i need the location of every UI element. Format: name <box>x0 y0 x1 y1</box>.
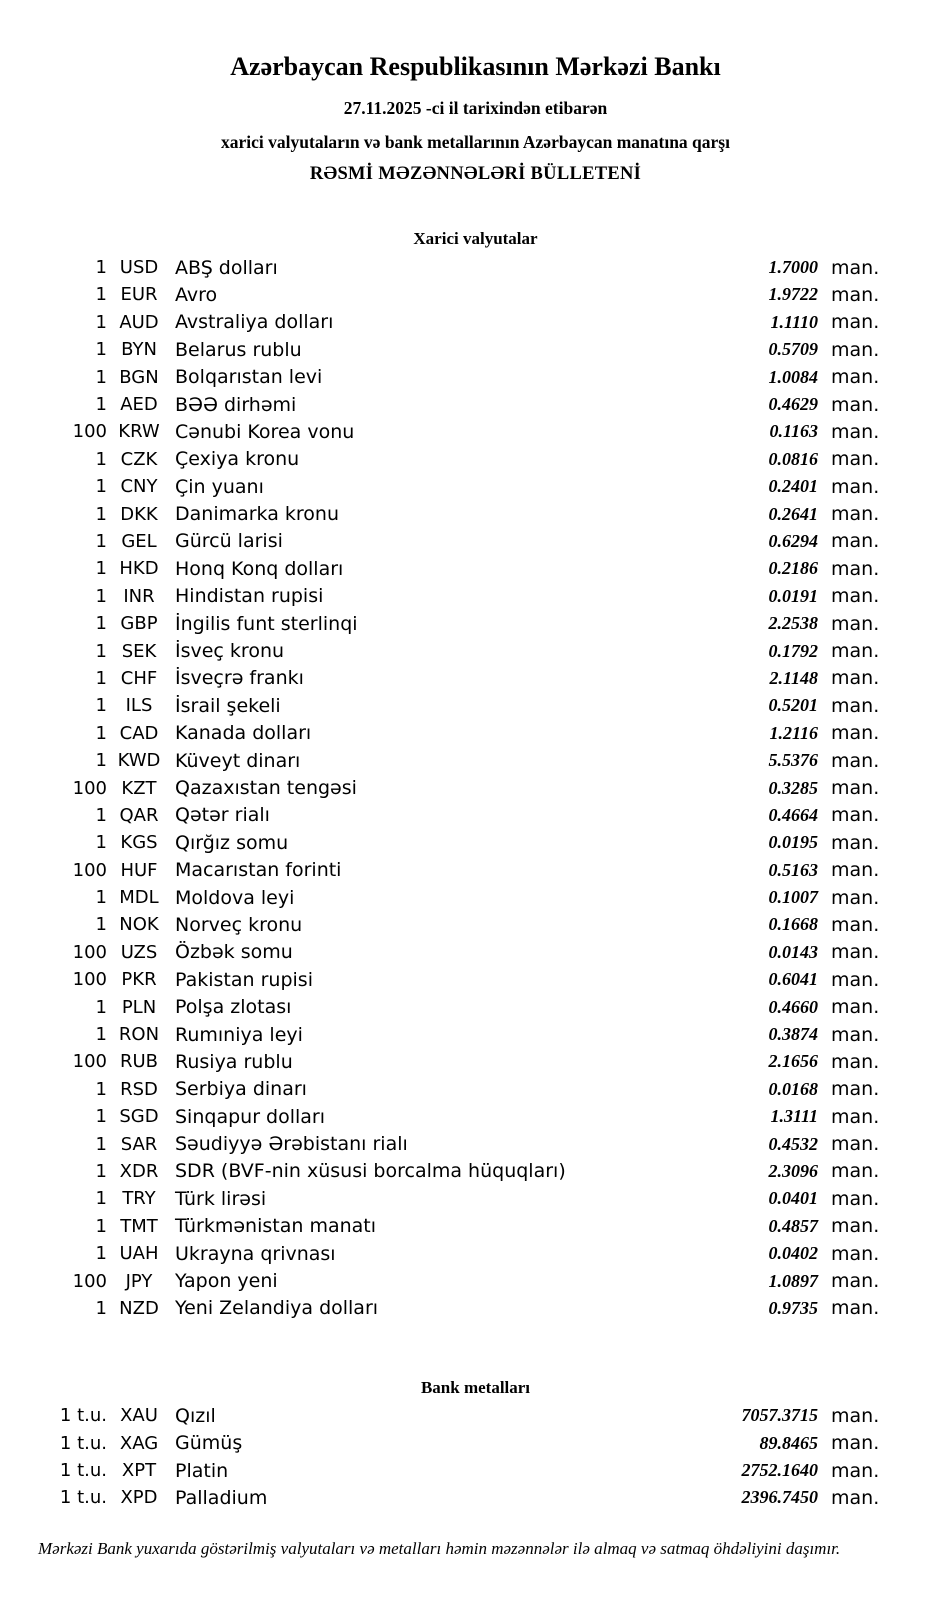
currency-code-cell: UZS <box>120 941 158 963</box>
rate-value-cell: 0.0401 <box>768 1188 818 1209</box>
unit-suffix-cell: man. <box>831 640 880 663</box>
currency-code-cell: CZK <box>120 448 158 470</box>
currency-name-cell: Serbiya dinarı <box>175 1078 307 1101</box>
quantity-cell: 1 <box>95 1297 107 1319</box>
unit-suffix-cell: man. <box>831 941 880 964</box>
quantity-cell: 1 t.u. <box>59 1432 107 1454</box>
unit-suffix-cell: man. <box>831 749 880 772</box>
currency-code-cell: XAU <box>120 1405 158 1427</box>
quantity-cell: 1 <box>95 284 107 306</box>
unit-suffix-cell: man. <box>831 256 880 279</box>
quantity-cell: 1 <box>95 750 107 772</box>
quantity-cell: 1 <box>95 1243 107 1265</box>
rate-row <box>0 1457 880 1484</box>
currency-code-cell: GBP <box>120 613 158 635</box>
rate-row <box>0 583 880 610</box>
rate-row <box>0 1130 880 1157</box>
unit-suffix-cell: man. <box>831 448 880 471</box>
quantity-cell: 1 <box>95 887 107 909</box>
rate-value-cell: 0.3285 <box>768 777 818 798</box>
currency-code-cell: PKR <box>121 969 157 991</box>
unit-suffix-cell: man. <box>831 1023 880 1046</box>
currency-code-cell: AUD <box>119 311 159 333</box>
quantity-cell: 1 <box>95 503 107 525</box>
quantity-cell: 100 <box>72 941 107 963</box>
unit-suffix-cell: man. <box>831 612 880 635</box>
rate-row <box>0 500 880 527</box>
rate-value-cell: 5.5376 <box>768 750 818 771</box>
currency-code-cell: SEK <box>121 640 157 662</box>
currency-code-cell: RON <box>118 1024 160 1046</box>
rate-row <box>0 829 880 856</box>
currency-name-cell: İsveçrə frankı <box>175 667 304 690</box>
rate-value-cell: 0.1668 <box>768 914 818 935</box>
quantity-cell: 100 <box>72 1051 107 1073</box>
currency-name-cell: Türk lirəsi <box>175 1187 267 1210</box>
currency-name-cell: Avro <box>175 283 218 306</box>
currency-name-cell: Platin <box>175 1459 229 1482</box>
rate-row <box>0 473 880 500</box>
rate-row <box>0 336 880 363</box>
quantity-cell: 1 <box>95 695 107 717</box>
rate-row <box>0 1402 880 1429</box>
quantity-cell: 1 <box>95 394 107 416</box>
currency-code-cell: UAH <box>119 1243 159 1265</box>
currency-code-cell: EUR <box>120 284 158 306</box>
quantity-cell: 1 <box>95 257 107 279</box>
quantity-cell: 1 <box>95 1160 107 1182</box>
rate-value-cell: 0.1007 <box>768 887 818 908</box>
rate-value-cell: 0.4664 <box>768 804 818 825</box>
rate-value-cell: 1.0897 <box>768 1270 818 1291</box>
currency-code-cell: PLN <box>121 996 157 1018</box>
unit-suffix-cell: man. <box>831 1297 880 1320</box>
quantity-cell: 1 t.u. <box>59 1487 107 1509</box>
rate-value-cell: 0.0402 <box>768 1243 818 1264</box>
quantity-cell: 1 <box>95 996 107 1018</box>
unit-suffix-cell: man. <box>831 1215 880 1238</box>
rate-value-cell: 2396.7450 <box>741 1487 818 1508</box>
currency-code-cell: TMT <box>120 1215 158 1237</box>
rate-row <box>0 856 880 883</box>
metals-rates-table <box>0 1402 951 1512</box>
rate-value-cell: 0.1163 <box>769 421 818 442</box>
currency-code-cell: NZD <box>119 1297 159 1319</box>
currency-name-cell: Hindistan rupisi <box>175 585 324 608</box>
unit-suffix-cell: man. <box>831 420 880 443</box>
rate-row <box>0 1076 880 1103</box>
quantity-cell: 1 <box>95 585 107 607</box>
quantity-cell: 1 <box>95 558 107 580</box>
currency-name-cell: Palladium <box>175 1486 268 1509</box>
unit-suffix-cell: man. <box>831 667 880 690</box>
currency-code-cell: USD <box>119 257 159 279</box>
metals-section-title: Bank metalları <box>420 1378 531 1398</box>
currency-name-cell: Qırğız somu <box>175 831 289 854</box>
unit-suffix-cell: man. <box>831 722 880 745</box>
quantity-cell: 1 t.u. <box>59 1405 107 1427</box>
rate-row <box>0 363 880 390</box>
currency-code-cell: QAR <box>119 804 159 826</box>
quantity-cell: 1 <box>95 914 107 936</box>
unit-suffix-cell: man. <box>831 557 880 580</box>
currency-name-cell: Qazaxıstan tengəsi <box>175 777 357 799</box>
currency-code-cell: TRY <box>122 1188 156 1210</box>
rate-value-cell: 0.5163 <box>768 859 818 880</box>
quantity-cell: 1 <box>95 366 107 388</box>
quantity-cell: 1 <box>95 640 107 662</box>
currency-name-cell: Macarıstan forinti <box>175 859 342 882</box>
unit-suffix-cell: man. <box>831 1242 880 1265</box>
currency-code-cell: AED <box>120 394 158 416</box>
currency-code-cell: XPT <box>121 1460 157 1482</box>
rate-value-cell: 2.1148 <box>769 667 818 688</box>
currency-code-cell: INR <box>123 585 155 607</box>
unit-suffix-cell: man. <box>831 1187 880 1210</box>
currency-name-cell: Moldova leyi <box>175 886 295 909</box>
currency-name-cell: Özbək somu <box>175 941 293 964</box>
currency-name-cell: Küveyt dinarı <box>175 749 301 772</box>
quantity-cell: 1 <box>95 722 107 744</box>
rate-row <box>0 665 880 692</box>
currency-code-cell: XDR <box>119 1160 159 1182</box>
unit-suffix-cell: man. <box>831 859 880 882</box>
unit-suffix-cell: man. <box>831 1133 880 1156</box>
currency-code-cell: RUB <box>119 1051 159 1073</box>
currency-name-cell: Səudiyyə Ərəbistanı rialı <box>175 1133 408 1156</box>
currency-name-cell: BƏƏ dirhəmi <box>175 393 297 416</box>
currency-name-cell: Qətər rialı <box>175 804 270 827</box>
rate-row <box>0 446 880 473</box>
currency-code-cell: KZT <box>121 777 157 799</box>
currency-name-cell: Qızıl <box>175 1404 216 1427</box>
unit-suffix-cell: man. <box>831 1432 880 1455</box>
rate-value-cell: 0.0195 <box>768 832 818 853</box>
rate-value-cell: 0.9735 <box>768 1297 818 1318</box>
unit-suffix-cell: man. <box>831 283 880 306</box>
rate-value-cell: 0.0816 <box>768 448 818 469</box>
rate-value-cell: 2.3096 <box>768 1160 818 1181</box>
currency-code-cell: JPY <box>125 1270 153 1292</box>
currency-rates-table <box>0 254 951 1322</box>
unit-suffix-cell: man. <box>831 777 880 799</box>
rate-row <box>0 692 880 719</box>
rate-value-cell: 1.7000 <box>768 257 818 278</box>
rate-row <box>0 939 880 966</box>
currency-code-cell: KGS <box>120 832 158 854</box>
unit-suffix-cell: man. <box>831 968 880 991</box>
currency-name-cell: Gümüş <box>175 1432 243 1455</box>
rate-row <box>0 802 880 829</box>
quantity-cell: 1 <box>95 613 107 635</box>
quantity-cell: 1 t.u. <box>59 1460 107 1482</box>
unit-suffix-cell: man. <box>831 1486 880 1509</box>
bulletin-subtitle: xarici valyutaların və bank metallarının Azərbaycan manatına qarşı <box>221 131 730 152</box>
rate-value-cell: 0.4660 <box>768 996 818 1017</box>
currency-name-cell: Rumıniya leyi <box>175 1023 303 1046</box>
currency-code-cell: HUF <box>120 859 158 881</box>
currency-name-cell: Yapon yeni <box>175 1270 278 1293</box>
rate-row <box>0 720 880 747</box>
unit-suffix-cell: man. <box>831 585 880 608</box>
rate-value-cell: 0.5201 <box>768 695 818 716</box>
currency-code-cell: GEL <box>121 530 157 552</box>
currency-section-title: Xarici valyutalar <box>413 228 538 248</box>
quantity-cell: 1 <box>95 832 107 854</box>
currency-name-cell: Danimarka kronu <box>175 503 340 526</box>
quantity-cell: 1 <box>95 530 107 552</box>
rate-value-cell: 1.9722 <box>768 284 818 305</box>
rate-value-cell: 2.1656 <box>768 1051 818 1072</box>
currency-code-cell: KWD <box>117 750 161 772</box>
unit-suffix-cell: man. <box>831 530 880 553</box>
currency-code-cell: SGD <box>119 1106 159 1128</box>
currency-name-cell: Yeni Zelandiya dolları <box>175 1297 379 1320</box>
rate-row <box>0 747 880 774</box>
quantity-cell: 1 <box>95 339 107 361</box>
currency-code-cell: CHF <box>120 667 158 689</box>
rate-value-cell: 1.0084 <box>768 366 818 387</box>
unit-suffix-cell: man. <box>831 1078 880 1101</box>
unit-suffix-cell: man. <box>831 503 880 526</box>
rate-value-cell: 0.4857 <box>768 1215 818 1236</box>
rate-value-cell: 0.5709 <box>768 339 818 360</box>
currency-code-cell: KRW <box>118 421 160 443</box>
quantity-cell: 1 <box>95 1024 107 1046</box>
currency-code-cell: HKD <box>119 558 159 580</box>
currency-code-cell: SAR <box>120 1133 158 1155</box>
currency-name-cell: SDR (BVF-nin xüsusi borcalma hüquqları) <box>175 1160 566 1183</box>
rate-value-cell: 2.2538 <box>768 613 818 634</box>
unit-suffix-cell: man. <box>831 804 880 827</box>
bank-name-title: Azərbaycan Respublikasının Mərkəzi Bankı <box>230 52 721 81</box>
rate-value-cell: 0.3874 <box>768 1024 818 1045</box>
unit-suffix-cell: man. <box>831 913 880 936</box>
currency-name-cell: Kanada dolları <box>175 722 312 745</box>
unit-suffix-cell: man. <box>831 393 880 416</box>
currency-name-cell: Gürcü larisi <box>175 530 283 553</box>
currency-name-cell: İsrail şekeli <box>175 694 281 717</box>
rate-value-cell: 0.0143 <box>768 941 818 962</box>
quantity-cell: 100 <box>72 859 107 881</box>
currency-name-cell: İngilis funt sterlinqi <box>175 612 358 635</box>
rate-value-cell: 0.0168 <box>768 1078 818 1099</box>
unit-suffix-cell: man. <box>831 831 880 854</box>
unit-suffix-cell: man. <box>831 1459 880 1482</box>
quantity-cell: 1 <box>95 1133 107 1155</box>
currency-name-cell: Pakistan rupisi <box>175 968 313 991</box>
rate-value-cell: 0.4629 <box>768 394 818 415</box>
quantity-cell: 1 <box>95 448 107 470</box>
currency-code-cell: BYN <box>121 339 157 361</box>
currency-name-cell: Bolqarıstan levi <box>175 366 323 389</box>
rate-row <box>0 391 880 418</box>
unit-suffix-cell: man. <box>831 475 880 498</box>
quantity-cell: 100 <box>72 1270 107 1292</box>
currency-name-cell: Türkmənistan manatı <box>175 1215 377 1238</box>
currency-code-cell: XPD <box>120 1487 158 1509</box>
rate-value-cell: 1.3111 <box>770 1106 818 1127</box>
rate-row <box>0 254 880 281</box>
quantity-cell: 1 <box>95 667 107 689</box>
rate-value-cell: 0.4532 <box>768 1133 818 1154</box>
unit-suffix-cell: man. <box>831 1105 880 1128</box>
rate-row <box>0 1185 880 1212</box>
quantity-cell: 1 <box>95 1188 107 1210</box>
rate-row <box>0 1213 880 1240</box>
currency-name-cell: Norveç kronu <box>175 913 303 936</box>
unit-suffix-cell: man. <box>831 366 880 389</box>
quantity-cell: 1 <box>95 311 107 333</box>
rate-row <box>0 309 880 336</box>
quantity-cell: 100 <box>72 969 107 991</box>
rate-row <box>0 1021 880 1048</box>
rate-value-cell: 0.1792 <box>768 640 818 661</box>
quantity-cell: 1 <box>95 1078 107 1100</box>
rate-row <box>0 993 880 1020</box>
rate-row <box>0 911 880 938</box>
unit-suffix-cell: man. <box>831 996 880 1019</box>
rate-row <box>0 1103 880 1130</box>
unit-suffix-cell: man. <box>831 311 880 334</box>
unit-suffix-cell: man. <box>831 1160 880 1183</box>
currency-name-cell: Ukrayna qrivnası <box>175 1242 336 1265</box>
currency-name-cell: Çin yuanı <box>175 475 264 498</box>
rate-row <box>0 774 880 801</box>
rate-row <box>0 281 880 308</box>
currency-name-cell: ABŞ dolları <box>175 256 278 279</box>
rate-value-cell: 7057.3715 <box>741 1405 818 1426</box>
rate-row <box>0 1484 880 1511</box>
rate-row <box>0 1430 880 1457</box>
rate-row <box>0 1158 880 1185</box>
rate-value-cell: 1.1110 <box>770 311 818 332</box>
effective-date-line: 27.11.2025 -ci il tarixindən etibarən <box>343 97 608 118</box>
rate-row <box>0 555 880 582</box>
unit-suffix-cell: man. <box>831 1270 880 1293</box>
currency-code-cell: DKK <box>120 503 158 525</box>
rate-value-cell: 2752.1640 <box>741 1460 818 1481</box>
rate-row <box>0 637 880 664</box>
rate-row <box>0 1295 880 1322</box>
bulletin-title: RƏSMİ MƏZƏNNƏLƏRİ BÜLLETENİ <box>309 163 642 184</box>
rate-row <box>0 884 880 911</box>
rate-row <box>0 1048 880 1075</box>
quantity-cell: 1 <box>95 1106 107 1128</box>
unit-suffix-cell: man. <box>831 338 880 361</box>
rate-value-cell: 0.2186 <box>768 558 818 579</box>
currency-name-cell: Polşa zlotası <box>175 996 292 1019</box>
currency-code-cell: BGN <box>119 366 159 388</box>
currency-name-cell: Rusiya rublu <box>175 1050 293 1073</box>
currency-name-cell: Cənubi Korea vonu <box>175 420 355 443</box>
rate-row <box>0 1267 880 1294</box>
currency-name-cell: Sinqapur dolları <box>175 1105 326 1128</box>
quantity-cell: 100 <box>72 777 107 799</box>
currency-code-cell: RSD <box>120 1078 158 1100</box>
unit-suffix-cell: man. <box>831 886 880 909</box>
rate-row <box>0 528 880 555</box>
rate-value-cell: 0.2401 <box>768 476 818 497</box>
rate-value-cell: 0.0191 <box>768 585 818 606</box>
currency-code-cell: MDL <box>119 887 159 909</box>
currency-code-cell: NOK <box>119 914 159 936</box>
unit-suffix-cell: man. <box>831 1050 880 1073</box>
currency-name-cell: İsveç kronu <box>175 640 285 663</box>
currency-name-cell: Belarus rublu <box>175 338 302 361</box>
unit-suffix-cell: man. <box>831 694 880 717</box>
rate-value-cell: 0.6041 <box>768 969 818 990</box>
currency-name-cell: Çexiya kronu <box>175 448 300 471</box>
rate-value-cell: 1.2116 <box>769 722 818 743</box>
currency-code-cell: CNY <box>120 476 158 498</box>
currency-name-cell: Honq Konq dolları <box>175 557 344 580</box>
currency-name-cell: Avstraliya dolları <box>175 311 334 334</box>
quantity-cell: 100 <box>72 421 107 443</box>
unit-suffix-cell: man. <box>831 1404 880 1427</box>
currency-code-cell: ILS <box>125 695 153 717</box>
disclaimer-text: Mərkəzi Bank yuxarıda göstərilmiş valyutaları və metalları həmin məzənnələr ilə almaq və satmaq öhdəliyini daşımır. <box>38 1538 841 1558</box>
quantity-cell: 1 <box>95 476 107 498</box>
rate-value-cell: 89.8465 <box>759 1432 818 1453</box>
rate-value-cell: 0.2641 <box>768 503 818 524</box>
rate-row <box>0 1240 880 1267</box>
quantity-cell: 1 <box>95 1215 107 1237</box>
currency-code-cell: CAD <box>119 722 159 744</box>
currency-code-cell: XAG <box>119 1432 159 1454</box>
rate-row <box>0 966 880 993</box>
rate-value-cell: 0.6294 <box>768 530 818 551</box>
rate-row <box>0 418 880 445</box>
quantity-cell: 1 <box>95 804 107 826</box>
rate-row <box>0 610 880 637</box>
